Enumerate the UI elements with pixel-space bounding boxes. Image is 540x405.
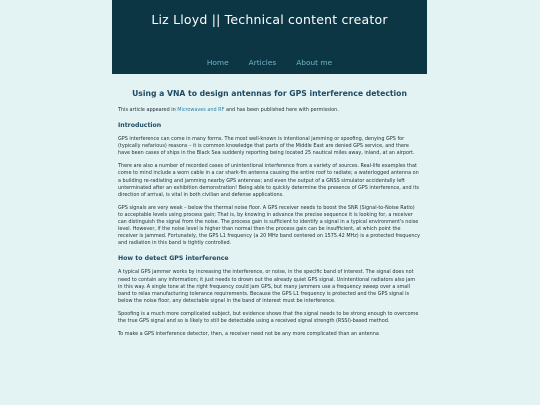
nav-articles-link[interactable]: Articles [248, 58, 277, 67]
page-column [112, 0, 427, 405]
site-title[interactable]: Liz Lloyd || Technical content creator [151, 12, 388, 27]
detect-heading: How to detect GPS interference [118, 255, 229, 263]
detect-paragraph: Spoofing is a much more complicated subject, but evidence shows that the signal needs to be strong enough to overcome the true GPS signal and so is likely to still be detectable using a received signal strength (RSSI)-based method. [118, 310, 419, 324]
article [112, 74, 427, 338]
site-header [112, 0, 427, 60]
introduction-heading: Introduction [118, 122, 162, 130]
intro-note [118, 107, 421, 114]
nav-home-link[interactable]: Home [206, 58, 229, 67]
intro-note-before: This article appeared in [118, 107, 178, 113]
article-title: Using a VNA to design antennas for GPS interference detection [132, 89, 407, 98]
site-nav [112, 58, 427, 74]
intro-note-after: and has been published here with permission. [224, 107, 339, 113]
intro-paragraph: There are also a number of recorded cases of unintentional interference from a variety of sources. Real-life examples that come to mind include a worn cable in a car shark-fin antenna causing the entire roof to radiate; a waterlogged antenna on a building re-radiating and jamming nearby GPS antennas; and even the output of a GNSS simulator accidentally left unterminated after an exhibition demonstration! Being able to quickly determine the presence of GPS interference, and its direction of arrival, is vital in both civilian and defense applications. [118, 163, 419, 198]
detect-paragraph: A typical GPS jammer works by increasing the interference, or noise, in the specific band of interest. The signal does not need to contain any information; it just needs to drown out the already quiet GPS signal. Unintentional radiators also jam in this way. A single tone at the right frequency could jam GPS, but many jammers use a frequency sweep over a small band to relax manufacturing tolerance requirements. Because the GPS L1 frequency is protected and the GPS signal is below the noise floor, any detectable signal in the band of interest must be interference. [118, 269, 416, 304]
detect-paragraph: To make a GPS interference detector, then, a receiver need not be any more complicated than an antenna [118, 331, 379, 338]
publication-link[interactable]: Microwaves and RF [177, 107, 225, 113]
intro-paragraph: GPS interference can come in many forms. The most well-known is intentional jamming or spoofing, denying GPS for (typically nefarious) reasons – it is common knowledge that parts of the Middle East are denied GPS service, and there have been cases of ships in the Black Sea suddenly reporting being located 25 nautical miles away, inland, at an airport. [118, 136, 415, 157]
nav-about-link[interactable]: About me [296, 58, 333, 67]
intro-paragraph: GPS signals are very weak – below the thermal noise floor. A GPS receiver needs to boost the SNR (Signal-to-Noise Ratio) to acceptable levels using process gain; That is, by knowing in advance the precise sequence it is looking for, a receiver can distinguish the signal from the noise. The process gain is sufficient to identify a signal in a typical environment's noise level. However, if the noise level is higher than normal then the process gain can be insufficient, at which point the receiver is jammed. Fortunately, the GPS L1 frequency (a 20 MHz band centered on 1575.42 MHz) is a protected frequency and radiation in this band is tightly controlled. [118, 204, 421, 247]
